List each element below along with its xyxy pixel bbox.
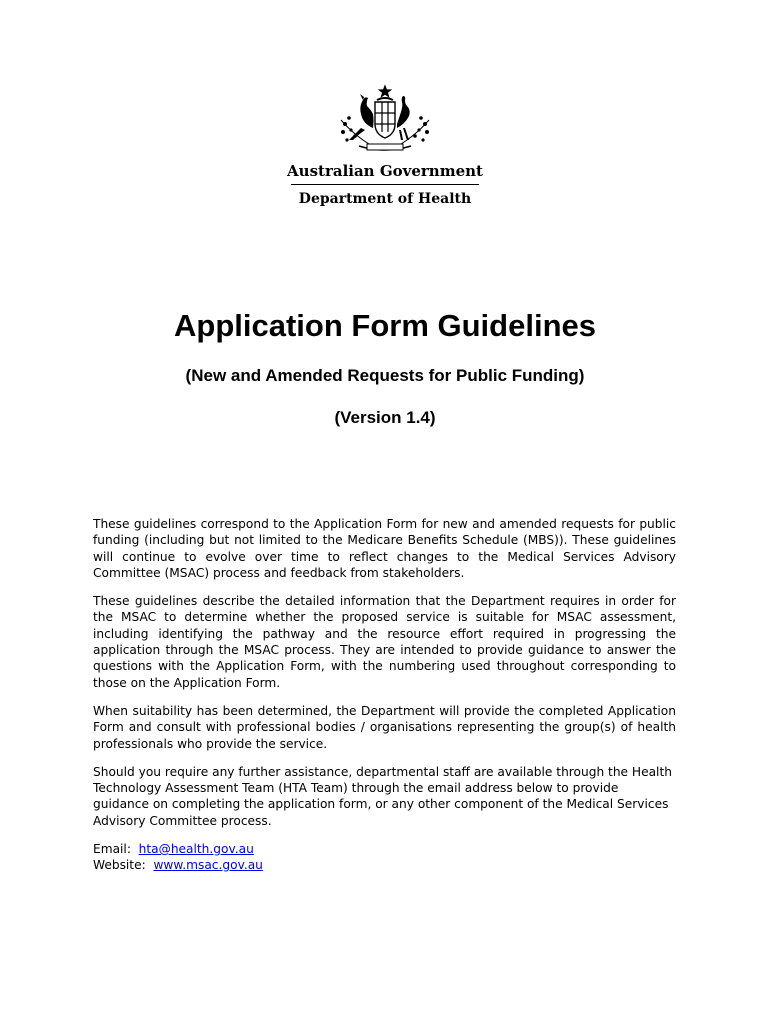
department-name: Department of Health (298, 191, 472, 207)
paragraph-consultation: When suitability has been determined, the Department will provide the completed Application Form and consult with professional bodies / organisations representing the group(s) of health professionals who provide the service. (93, 703, 676, 751)
header-divider (291, 184, 479, 185)
email-link[interactable]: hta@health.gov.au (138, 842, 254, 857)
government-header (0, 84, 770, 208)
email-line (93, 841, 676, 857)
coat-of-arms-icon (333, 84, 437, 160)
website-line (93, 857, 676, 873)
contact-details (93, 841, 676, 874)
paragraph-purpose: These guidelines describe the detailed information that the Department requires in order for the MSAC to determine whether the proposed service is suitable for MSAC assessment, including identifying the pathway and the resource effort required in progressing the application through the MSAC process. They are intended to provide guidance to answer the questions with the Application Form, with the numbering used throughout corresponding to those on the Application Form. (93, 594, 676, 690)
government-name: Australian Government (287, 162, 483, 180)
body-text (93, 516, 676, 874)
document-title: Application Form Guidelines (174, 308, 596, 343)
paragraph-assistance: Should you require any further assistance, departmental staff are available through the Health Technology Assessment Team (HTA Team) through the email address below to provide guidance on completing the application form, or any other component of the Medical Services Advisory Committee process. (93, 764, 672, 828)
paragraph-intro: These guidelines correspond to the Application Form for new and amended requests for public funding (including but not limited to the Medicare Benefits Schedule (MBS)). These guidelines will continue to evolve over time to reflect changes to the Medical Services Advisory Committee (MSAC) process and feedback from stakeholders. (93, 517, 676, 580)
website-link[interactable]: www.msac.gov.au (153, 858, 263, 873)
email-label: Email: (93, 842, 131, 857)
document-version: (Version 1.4) (334, 408, 436, 427)
document-subtitle: (New and Amended Requests for Public Funding) (185, 366, 585, 385)
website-label: Website: (93, 858, 146, 873)
